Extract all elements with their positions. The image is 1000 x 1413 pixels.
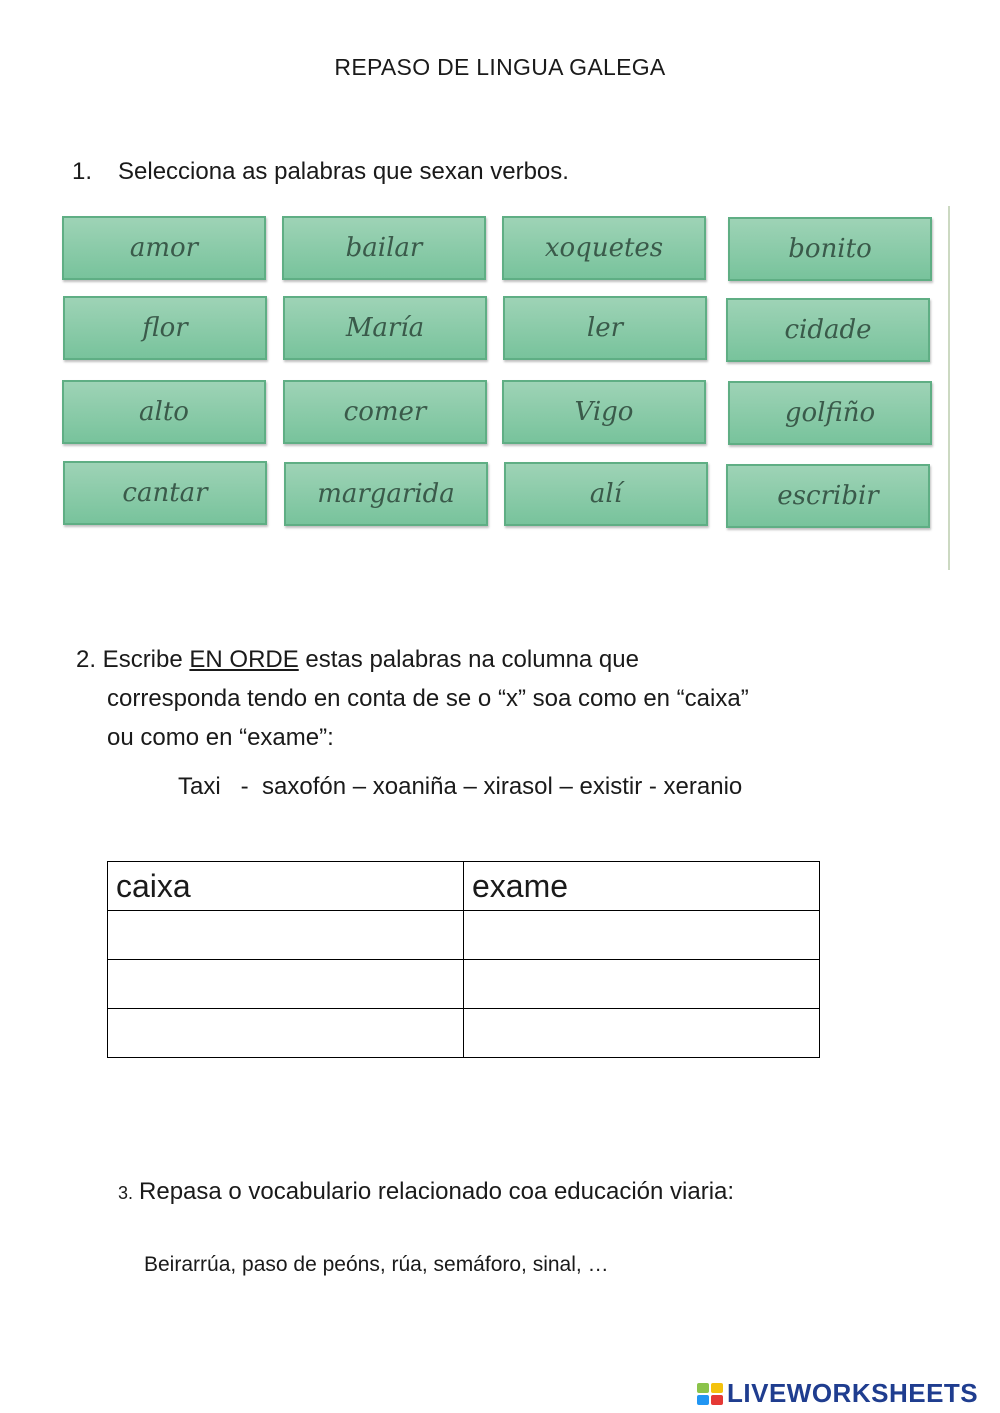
word-card[interactable]: comer (283, 380, 487, 444)
word-card[interactable]: margarida (284, 462, 488, 526)
page-title: REPASO DE LINGUA GALEGA (334, 54, 666, 80)
word-card[interactable]: escribir (726, 464, 930, 528)
answer-cell-caixa[interactable] (108, 1009, 464, 1058)
question-3-number: 3. (118, 1183, 134, 1203)
word-card[interactable]: alí (504, 462, 708, 526)
logo-text: LIVEWORKSHEETS (727, 1378, 979, 1408)
divider-line (948, 206, 950, 570)
word-card[interactable]: cidade (726, 298, 930, 362)
word-card[interactable]: xoquetes (502, 216, 706, 280)
question-2-line-2: corresponda tendo en conta de se o “x” soa como en “caixa” (107, 685, 749, 712)
word-card[interactable]: golfiño (728, 381, 932, 445)
answer-cell-exame[interactable] (464, 1009, 820, 1058)
word-card[interactable]: amor (62, 216, 266, 280)
sorting-table (107, 861, 820, 1058)
table-row (108, 960, 820, 1009)
column-header-caixa: caixa (108, 862, 464, 911)
logo-mark-icon (697, 1383, 723, 1405)
word-cards-grid (60, 214, 940, 534)
question-1-text: Selecciona as palabras que sexan verbos. (118, 158, 569, 185)
table-row (108, 1009, 820, 1058)
word-card[interactable]: Vigo (502, 380, 706, 444)
word-card[interactable]: flor (63, 296, 267, 360)
answer-cell-exame[interactable] (464, 960, 820, 1009)
word-list: Taxi - saxofón – xoaniña – xirasol – existir - xeranio (178, 773, 743, 800)
word-card[interactable]: cantar (63, 461, 267, 525)
question-2 (76, 640, 749, 757)
word-card[interactable]: María (283, 296, 487, 360)
question-2-line-1: 2. Escribe EN ORDE estas palabras na columna que (76, 646, 639, 673)
emphasis-en-orde: EN ORDE (189, 646, 299, 673)
word-card[interactable]: bailar (282, 216, 486, 280)
liveworksheets-logo (697, 1378, 978, 1409)
word-card[interactable]: bonito (728, 217, 932, 281)
word-card[interactable]: ler (503, 296, 707, 360)
question-1-number: 1. (72, 158, 93, 185)
word-card[interactable]: alto (62, 380, 266, 444)
question-3 (118, 1178, 734, 1206)
table-header-row (108, 862, 820, 911)
table-row (108, 911, 820, 960)
question-3-text: Repasa o vocabulario relacionado coa educación viaria: (139, 1178, 735, 1205)
answer-cell-caixa[interactable] (108, 911, 464, 960)
question-2-line-3: ou como en “exame”: (107, 724, 334, 751)
answer-cell-caixa[interactable] (108, 960, 464, 1009)
question-1 (72, 158, 569, 186)
column-header-exame: exame (464, 862, 820, 911)
vocabulary-list: Beirarrúa, paso de peóns, rúa, semáforo, sinal, … (144, 1253, 609, 1276)
answer-cell-exame[interactable] (464, 911, 820, 960)
